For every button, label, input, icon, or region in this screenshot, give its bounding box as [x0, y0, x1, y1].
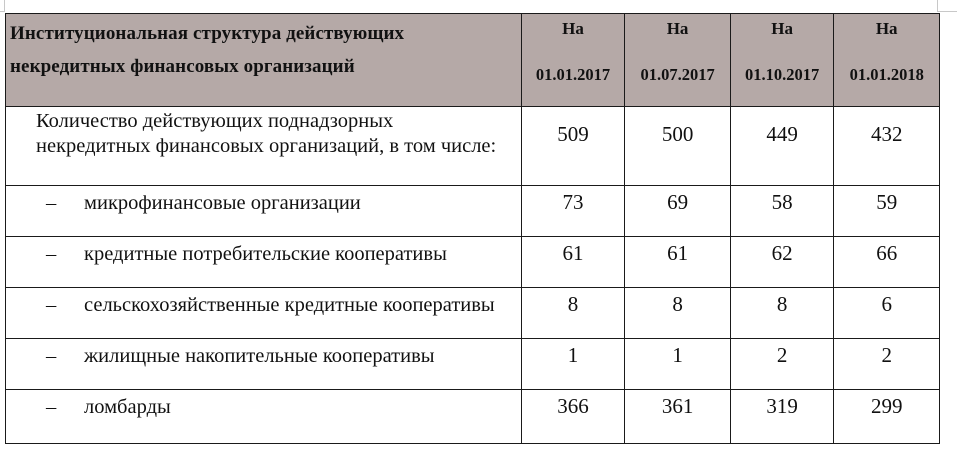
- header-date: 01.01.2018: [849, 65, 924, 84]
- header-label-cell: [6, 14, 522, 107]
- cell-value: 500: [661, 122, 694, 146]
- header-date: 01.10.2017: [745, 65, 820, 84]
- row-label: микрофинансовые организации: [84, 192, 361, 214]
- cell-value: 6: [881, 292, 892, 316]
- cell-value: 1: [567, 343, 579, 367]
- header-date-cell: [625, 14, 731, 107]
- header-date-cell: [521, 14, 625, 107]
- list-dash: –: [46, 192, 57, 214]
- table-row: [6, 390, 940, 444]
- row-label-cell: [6, 237, 522, 288]
- header-prefix: На: [562, 19, 584, 38]
- value-cell: [730, 339, 834, 390]
- table-row: [6, 237, 940, 288]
- cell-value: 62: [771, 241, 793, 265]
- value-cell: [730, 237, 834, 288]
- header-prefix: На: [771, 19, 793, 38]
- header-prefix: На: [875, 19, 898, 38]
- row-label: сельскохозяйственные кредитные кооперативы: [84, 294, 495, 316]
- row-label-cell: [6, 288, 522, 339]
- value-cell: [834, 107, 940, 186]
- cell-value: 8: [567, 292, 579, 316]
- list-dash: –: [46, 345, 57, 367]
- row-label: Количество действующих поднадзорных некредитных финансовых организаций, в том числе:: [36, 110, 497, 157]
- cell-value: 299: [870, 394, 903, 418]
- row-label: кредитные потребительские кооперативы: [84, 243, 447, 265]
- table-row: [6, 186, 940, 237]
- institutional-structure-table: [5, 13, 940, 444]
- value-cell: [625, 339, 731, 390]
- list-dash: –: [46, 243, 57, 265]
- row-label-cell: [6, 107, 522, 186]
- table-row-total: [6, 107, 940, 186]
- value-cell: [521, 107, 625, 186]
- value-cell: [730, 186, 834, 237]
- value-cell: [834, 186, 940, 237]
- header-date-cell: [730, 14, 834, 107]
- value-cell: [625, 288, 731, 339]
- value-cell: [625, 237, 731, 288]
- header-prefix: На: [666, 19, 689, 38]
- list-dash: –: [46, 294, 57, 316]
- row-label-cell: [6, 339, 522, 390]
- row-label: жилищные накопительные кооперативы: [84, 345, 435, 367]
- cell-value: 61: [667, 241, 689, 265]
- cell-value: 509: [557, 122, 589, 146]
- value-cell: [834, 288, 940, 339]
- value-cell: [730, 390, 834, 444]
- cell-value: 73: [562, 190, 584, 214]
- header-date-cell: [834, 14, 940, 107]
- header-date: 01.07.2017: [640, 65, 715, 84]
- cell-value: 58: [771, 190, 793, 214]
- cell-value: 432: [870, 122, 903, 146]
- page-margin-mark-right-top: [937, 11, 957, 12]
- cell-value: 8: [672, 292, 683, 316]
- header-date: 01.01.2017: [535, 65, 611, 84]
- cell-value: 449: [766, 122, 798, 146]
- cell-value: 361: [661, 394, 694, 418]
- cell-value: 2: [776, 343, 788, 367]
- list-dash: –: [46, 396, 57, 418]
- value-cell: [625, 107, 731, 186]
- row-label-cell: [6, 390, 522, 444]
- cell-value: 66: [876, 241, 898, 265]
- cell-value: 319: [766, 394, 798, 418]
- value-cell: [834, 237, 940, 288]
- page-margin-mark-left-top: [0, 11, 5, 12]
- value-cell: [521, 237, 625, 288]
- value-cell: [625, 186, 731, 237]
- table-row: [6, 288, 940, 339]
- table-header-row: [6, 14, 940, 107]
- value-cell: [730, 107, 834, 186]
- cell-value: 366: [557, 394, 589, 418]
- value-cell: [521, 390, 625, 444]
- value-cell: [521, 186, 625, 237]
- cell-value: 59: [876, 190, 898, 214]
- cell-value: 69: [667, 190, 689, 214]
- row-label-cell: [6, 186, 522, 237]
- cell-value: 2: [881, 343, 892, 367]
- value-cell: [521, 339, 625, 390]
- table-row: [6, 339, 940, 390]
- row-label: ломбарды: [84, 396, 171, 418]
- value-cell: [834, 339, 940, 390]
- cell-value: 8: [776, 292, 788, 316]
- cell-value: 61: [562, 241, 584, 265]
- value-cell: [521, 288, 625, 339]
- value-cell: [834, 390, 940, 444]
- header-label: Институциональная структура действующих некредитных финансовых организаций: [10, 23, 405, 77]
- cell-value: 1: [672, 343, 683, 367]
- value-cell: [730, 288, 834, 339]
- value-cell: [625, 390, 731, 444]
